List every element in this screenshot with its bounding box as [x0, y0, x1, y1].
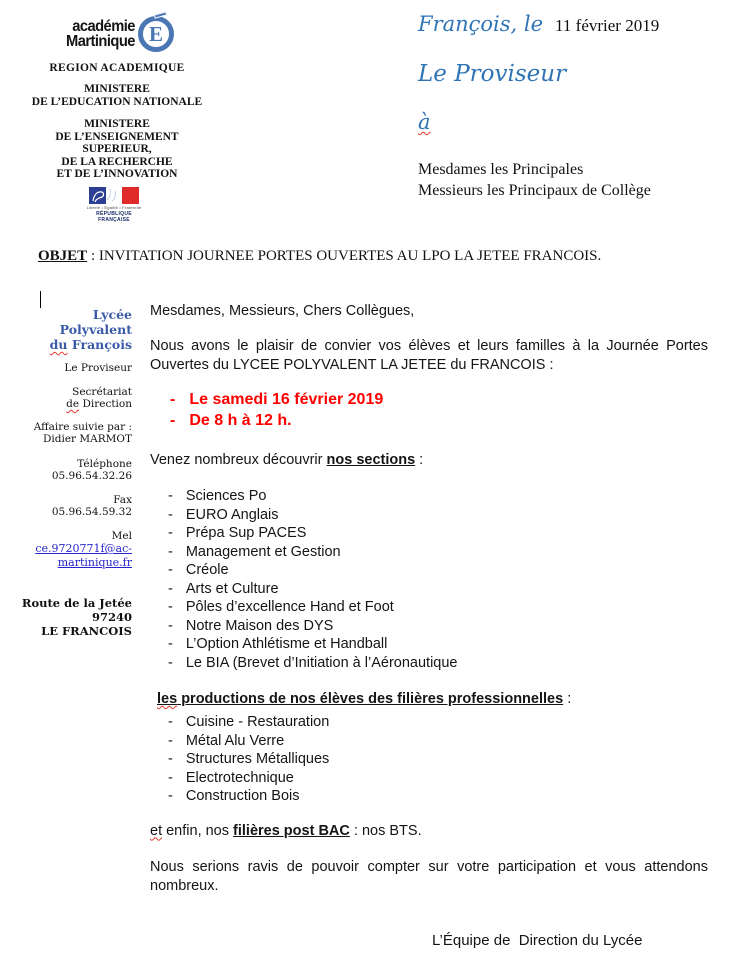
- phone-number: 05.96.54.32.26: [51, 470, 132, 482]
- academie-e-accent: [154, 11, 168, 18]
- ministere-enseignement-line1: MINISTERE: [84, 118, 150, 130]
- section-item: [150, 561, 708, 580]
- production-item: [150, 787, 708, 806]
- production-item-text: Structures Métalliques: [185, 751, 330, 767]
- subject-label: OBJET: [38, 248, 88, 264]
- productions-heading-les: les: [157, 691, 178, 707]
- production-item: [150, 750, 708, 769]
- event-date-text: Le samedi 16 février 2019: [189, 391, 384, 408]
- email-link[interactable]: [18, 542, 132, 570]
- dash-marker: -: [168, 751, 173, 767]
- section-item-text: Créole: [185, 562, 229, 578]
- sidebar-affaire: [18, 421, 132, 445]
- production-item: [150, 713, 708, 732]
- dash-marker: -: [168, 714, 173, 730]
- sidebar-mel: [18, 530, 132, 570]
- postbac-post: : nos BTS.: [349, 822, 422, 839]
- fax-label: Fax: [113, 494, 132, 506]
- recipient-line-1: Mesdames les Principales: [418, 161, 584, 178]
- dash-marker: -: [170, 391, 176, 408]
- event-time-item: [150, 410, 708, 431]
- productions-heading-strong: [157, 691, 563, 707]
- event-highlights: [150, 389, 708, 431]
- production-item-text: Electrotechnique: [185, 769, 294, 786]
- section-item: [150, 617, 708, 636]
- secretariat-de: de: [66, 398, 80, 410]
- republique-francaise-logo: [86, 187, 142, 223]
- ministere-enseignement-line4: ET DE L’INNOVATION: [56, 168, 178, 181]
- body-salutation: Mesdames, Messieurs, Chers Collègues,: [150, 303, 415, 319]
- section-item: [150, 654, 708, 673]
- production-item: [150, 769, 708, 788]
- section-item: [150, 635, 708, 654]
- dash-marker: -: [168, 617, 173, 634]
- dash-marker: -: [168, 488, 173, 504]
- sections-list: [150, 487, 708, 672]
- section-item-text: Notre Maison des DYS: [185, 617, 334, 634]
- academie-logo-line2: Martinique: [66, 33, 135, 50]
- recipients-block: [418, 159, 730, 201]
- sections-intro-strong: nos sections: [326, 452, 416, 468]
- event-date-item: [150, 389, 708, 410]
- email-line2[interactable]: martinique.fr: [57, 556, 132, 569]
- academie-logo: [26, 12, 208, 52]
- school-name-line2: [18, 337, 132, 352]
- place-script: François, le: [418, 12, 544, 36]
- text-cursor: [40, 291, 41, 308]
- sidebar-address: [18, 596, 132, 638]
- sections-intro-pre: Venez nombreux découvrir: [150, 452, 327, 468]
- production-item: [150, 732, 708, 751]
- dash-marker: -: [168, 732, 173, 749]
- recipient-line-2: Messieurs les Principaux de Collège: [418, 182, 651, 199]
- email-line1[interactable]: ce.9720771f@ac-: [35, 542, 132, 555]
- production-item-text: Métal Alu Verre: [185, 732, 285, 749]
- affaire-line2: Didier MARMOT: [42, 433, 132, 445]
- postbac-mid: enfin, nos: [162, 822, 234, 839]
- dash-marker: -: [168, 506, 173, 523]
- republique-francaise-label: RÉPUBLIQUE FRANÇAISE: [96, 211, 132, 223]
- sidebar-fax: [18, 494, 132, 518]
- liberte-egalite-fraternite: Liberté • Égalité • Fraternité: [86, 205, 142, 210]
- academie-logo-letter: E: [148, 21, 163, 46]
- sections-intro: [150, 451, 708, 470]
- sections-intro-post: :: [415, 452, 424, 468]
- signature: L’Équipe de Direction du Lycée: [432, 931, 643, 949]
- sender-title: Le Proviseur: [418, 61, 567, 87]
- address-line2: 97240: [91, 610, 132, 624]
- marianne-profile-icon: [89, 187, 106, 204]
- ministere-education: [26, 83, 208, 108]
- ministere-education-line1: MINISTERE: [84, 83, 150, 95]
- dash-marker: -: [168, 654, 173, 671]
- school-name: [18, 307, 132, 352]
- ministere-enseignement-line2: DE L’ENSEIGNEMENT SUPERIEUR,: [55, 130, 179, 156]
- post-bac-line: [150, 822, 708, 841]
- address-line3: LE FRANCOIS: [41, 624, 132, 638]
- dash-marker: -: [168, 788, 173, 804]
- section-item-text: Sciences Po: [185, 488, 267, 504]
- section-item: [150, 506, 708, 525]
- section-item-text: EURO Anglais: [185, 506, 279, 523]
- production-item-text: Construction Bois: [185, 788, 300, 804]
- school-name-du: du: [49, 337, 68, 352]
- section-item-text: L’Option Athlétisme et Handball: [185, 636, 388, 652]
- section-item-text: Arts et Culture: [185, 580, 279, 597]
- sidebar-phone: [18, 458, 132, 482]
- letter-date: 11 février 2019: [555, 16, 660, 35]
- letterhead: [26, 12, 208, 181]
- recipient-intro: à: [418, 110, 431, 134]
- flag-white-panel: [106, 187, 122, 204]
- section-item: [150, 487, 708, 506]
- flag-red-panel: [122, 187, 139, 204]
- affaire-line1: Affaire suivie par :: [33, 421, 132, 433]
- dash-marker: -: [168, 543, 173, 560]
- dash-marker: -: [168, 525, 173, 541]
- phone-label: Téléphone: [77, 458, 132, 470]
- dash-marker: -: [168, 769, 173, 786]
- productions-list: [150, 713, 708, 806]
- dash-marker: -: [170, 412, 176, 429]
- section-item-text: Pôles d’excellence Hand et Foot: [185, 599, 394, 615]
- section-item-text: Le BIA (Brevet d’Initiation à l’Aéronautique: [185, 654, 458, 671]
- address-line1: Route de la Jetée: [21, 596, 132, 610]
- flag-blue-panel: [89, 187, 106, 204]
- sidebar-secretariat: [18, 386, 132, 410]
- academie-logo-text: [66, 19, 135, 49]
- region-academique: REGION ACADEMIQUE: [49, 62, 185, 74]
- sidebar-contact-block: [18, 290, 132, 638]
- section-item: [150, 598, 708, 617]
- postbac-et: et: [150, 822, 163, 839]
- secretariat-line2: [18, 398, 132, 410]
- productions-heading-post: :: [563, 691, 572, 707]
- mel-label: Mel: [111, 530, 132, 542]
- academie-logo-line1: académie: [72, 18, 135, 35]
- dash-marker: -: [168, 562, 173, 578]
- secretariat-direction: Direction: [79, 398, 132, 410]
- dash-marker: -: [168, 580, 173, 597]
- fax-number: 05.96.54.59.32: [51, 506, 132, 518]
- section-item: [150, 524, 708, 543]
- section-item: [150, 580, 708, 599]
- productions-heading: [150, 690, 708, 709]
- sidebar-proviseur: Le Proviseur: [64, 362, 132, 374]
- secretariat-line1: Secrétariat: [72, 386, 132, 398]
- section-item-text: Prépa Sup PACES: [185, 525, 307, 541]
- postbac-strong: filières post BAC: [233, 822, 350, 839]
- production-item-text: Cuisine - Restauration: [185, 714, 330, 730]
- opening-paragraph: Nous avons le plaisir de convier vos élèves et leurs familles à la Journée Portes Ouvertes du LYCEE POLYVALENT LA JETEE du FRANCOIS :: [150, 338, 708, 373]
- ministere-education-line2: DE L’EDUCATION NATIONALE: [31, 95, 203, 108]
- french-flag-icon: [89, 187, 139, 204]
- section-item-text: Management et Gestion: [185, 543, 341, 560]
- event-time-text: De 8 h à 12 h.: [189, 412, 292, 429]
- letter-body: [150, 296, 708, 949]
- place-date-line: [418, 12, 730, 36]
- ministere-enseignement-line3: DE LA RECHERCHE: [61, 155, 173, 168]
- closing-paragraph: Nous serions ravis de pouvoir compter sur votre participation et vous attendons nombreux.: [150, 858, 708, 894]
- letter-header-right: [418, 12, 730, 201]
- subject-text: : INVITATION JOURNEE PORTES OUVERTES AU LPO LA JETEE FRANCOIS.: [87, 248, 602, 264]
- school-name-line1: Lycée Polyvalent: [59, 307, 132, 337]
- dash-marker: -: [168, 599, 173, 615]
- productions-heading-rest: productions de nos élèves des filières professionnelles: [177, 691, 564, 707]
- subject-line: [38, 248, 601, 265]
- dash-marker: -: [168, 636, 173, 652]
- ministere-enseignement: [26, 118, 208, 181]
- section-item: [150, 543, 708, 562]
- academie-e-icon: [138, 16, 174, 52]
- school-name-francois: François: [67, 337, 132, 352]
- marianne-sketch-icon: [106, 187, 122, 204]
